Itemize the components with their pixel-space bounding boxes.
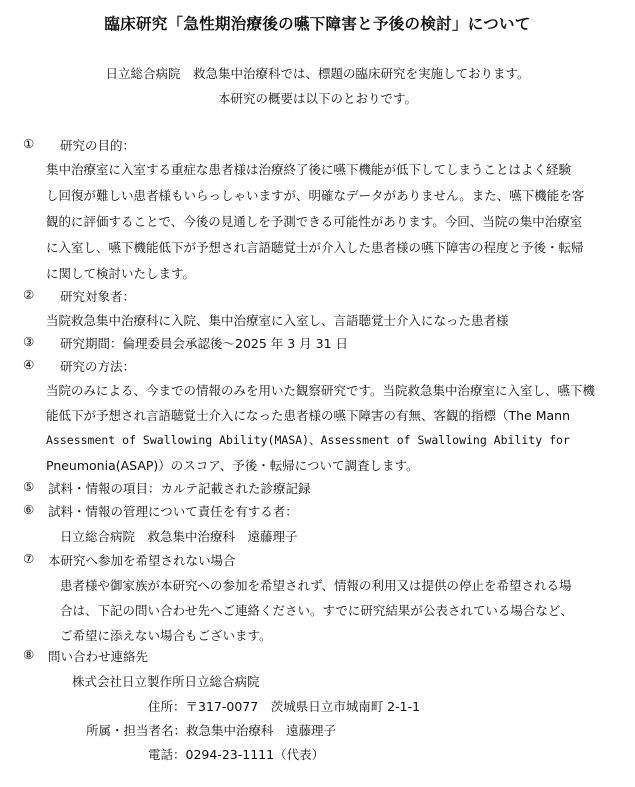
section-1-line: に入室し、嚥下機能低下が予想され言語聴覚士が介入した患者様の嚥下障害の程度と予後・転帰: [46, 240, 584, 255]
section-7-line: ご希望に添えない場合もございます。: [60, 628, 272, 643]
section-2-line: 当院救急集中治療科に入院、集中治療室に入室し、言語聴覚士介入になった患者様: [46, 313, 509, 328]
section-4-line: 能低下が予想され言語聴覚士介入になった患者様の嚥下障害の有無、客観的指標（The Mann: [46, 408, 571, 423]
contact-person: 救急集中治療科 遠藤理子: [186, 723, 337, 738]
contact-phone-label: 電話：: [148, 747, 186, 762]
section-4-heading: 研究の方法：: [60, 359, 136, 374]
section-6-heading: 試料・情報の管理について責任を有する者：: [48, 504, 298, 519]
section-1-line: 観的に評価することで、今後の見通しを予測できる可能性があります。今回、当院の集中治療室: [46, 214, 583, 229]
intro-line-2: 本研究の概要は以下のとおりです。: [217, 91, 417, 106]
contact-address-label: 住所：: [148, 699, 186, 714]
section-8-number: ⑧: [23, 647, 35, 662]
section-6-number: ⑥: [23, 502, 35, 517]
contact-person-label: 所属・担当者名：: [86, 723, 187, 738]
section-1-line: 集中治療室に入室する重症な患者様は治療終了後に嚥下機能が低下してしまうことはよく経験: [46, 162, 572, 177]
section-5-heading: 試料・情報の項目：カルテ記載された診療記録: [48, 481, 311, 496]
section-2-number: ②: [23, 287, 35, 302]
section-4-line: 当院のみによる、今までの情報のみを用いた観察研究です。当院救急集中治療室に入室し、嚥下機: [46, 383, 596, 398]
contact-address: 〒317-0077 茨城県日立市城南町 2-1-1: [185, 699, 421, 714]
section-1-line: し回復が難しい患者様もいらっしゃいますが、明確なデータがありません。また、嚥下機能を客: [46, 188, 585, 203]
section-7-heading: 本研究へ参加を希望されない場合: [48, 553, 236, 568]
contact-organization: 株式会社日立製作所日立総合病院: [72, 674, 260, 689]
document-title: 臨床研究「急性期治療後の嚥下障害と予後の検討」について: [104, 15, 531, 33]
section-7-line: 合は、下記の問い合わせ先へご連絡ください。すでに研究結果が公表されている場合など、: [60, 603, 573, 618]
section-2-heading: 研究対象者：: [60, 289, 136, 304]
contact-address-row: [148, 697, 420, 715]
section-1-line: に関して検討いたします。: [46, 266, 196, 281]
section-3-heading: 研究期間：倫理委員会承認後～2025 年 3 月 31 日: [60, 336, 349, 351]
section-4-number: ④: [23, 357, 35, 372]
contact-phone: 0294-23-1111（代表）: [185, 747, 325, 762]
section-6-line: 日立総合病院 救急集中治療科 遠藤理子: [60, 529, 298, 544]
section-8-heading: 問い合わせ連絡先: [48, 649, 149, 664]
section-4-line: Pneumonia(ASAP)）のスコア、予後・転帰について調査します。: [46, 458, 419, 473]
section-4-line: Assessment of Swallowing Ability(MASA)、Assessment of Swallowing Ability for: [46, 433, 570, 447]
section-7-line: 患者様や御家族が本研究への参加を希望されず、情報の利用又は提供の停止を希望される場: [60, 578, 572, 593]
section-7-number: ⑦: [23, 551, 35, 566]
contact-person-row: [86, 721, 336, 739]
section-1-heading: 研究の目的：: [60, 138, 136, 153]
intro-line-1: 日立総合病院 救急集中治療科では、標題の臨床研究を実施しております。: [105, 66, 530, 81]
section-5-number: ⑤: [23, 479, 35, 494]
section-1-number: ①: [23, 136, 35, 151]
contact-phone-row: [148, 745, 324, 763]
section-3-number: ③: [23, 334, 35, 349]
